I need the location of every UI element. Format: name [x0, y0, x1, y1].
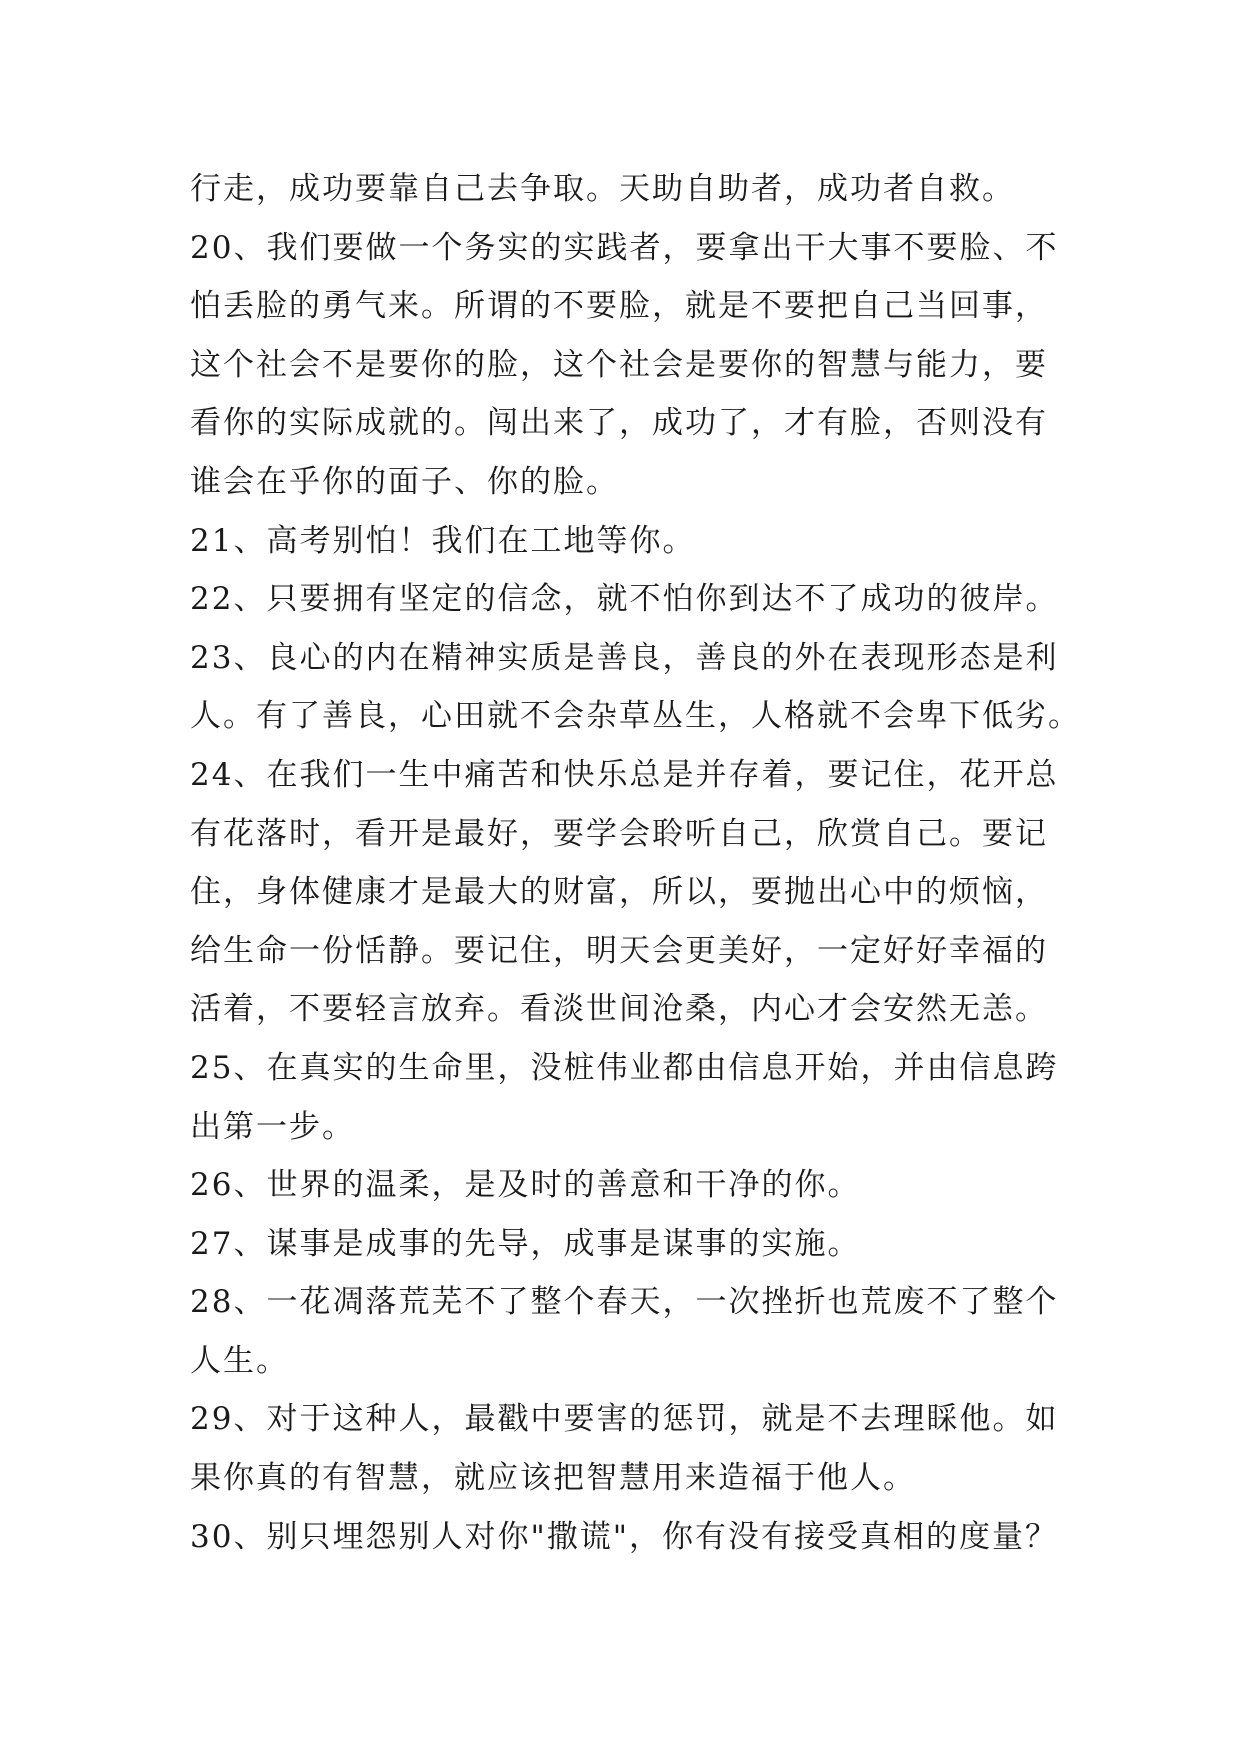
text-line: 给生命一份恬静。要记住，明天会更美好，一定好好幸福的: [190, 932, 1048, 969]
text-line: 住，身体健康才是最大的财富，所以，要抛出心中的烦恼，: [190, 874, 1048, 911]
text-line: 人生。: [190, 1342, 289, 1379]
text-line: 22、只要拥有坚定的信念，就不怕你到达不了成功的彼岸。: [190, 581, 1059, 618]
text-line: 30、别只埋怨别人对你"撒谎"，你有没有接受真相的度量？: [190, 1518, 1058, 1555]
text-line: 25、在真实的生命里，没桩伟业都由信息开始，并由信息跨: [190, 1049, 1059, 1086]
document-body: [190, 160, 1090, 1566]
text-line: 看你的实际成就的。闯出来了，成功了，才有脸，否则没有: [190, 405, 1048, 442]
text-line: 出第一步。: [190, 1108, 355, 1145]
text-line: 29、对于这种人，最戳中要害的惩罚，就是不去理睬他。如: [190, 1401, 1059, 1438]
text-line: 怕丢脸的勇气来。所谓的不要脸，就是不要把自己当回事，: [190, 288, 1048, 325]
text-line: 人。有了善良，心田就不会杂草丛生，人格就不会卑下低劣。: [190, 698, 1081, 735]
text-line: 果你真的有智慧，就应该把智慧用来造福于他人。: [190, 1460, 916, 1497]
text-line: 有花落时，看开是最好，要学会聆听自己，欣赏自己。要记: [190, 815, 1048, 852]
text-line: 23、良心的内在精神实质是善良，善良的外在表现形态是利: [190, 639, 1059, 676]
text-line: 这个社会不是要你的脸，这个社会是要你的智慧与能力，要: [190, 346, 1048, 383]
text-line: 20、我们要做一个务实的实践者，要拿出干大事不要脸、不: [190, 229, 1059, 266]
text-line: 21、高考别怕！我们在工地等你。: [190, 522, 696, 559]
text-line: 27、谋事是成事的先导，成事是谋事的实施。: [190, 1225, 861, 1262]
text-line: 28、一花凋落荒芜不了整个春天，一次挫折也荒废不了整个: [190, 1284, 1059, 1321]
text-line: 26、世界的温柔，是及时的善意和干净的你。: [190, 1167, 861, 1204]
text-line: 24、在我们一生中痛苦和快乐总是并存着，要记住，花开总: [190, 756, 1059, 793]
text-line: 活着，不要轻言放弃。看淡世间沧桑，内心才会安然无恙。: [190, 991, 1048, 1028]
text-line: 行走，成功要靠自己去争取。天助自助者，成功者自救。: [190, 171, 1015, 207]
text-line: 谁会在乎你的面子、你的脸。: [190, 463, 619, 500]
